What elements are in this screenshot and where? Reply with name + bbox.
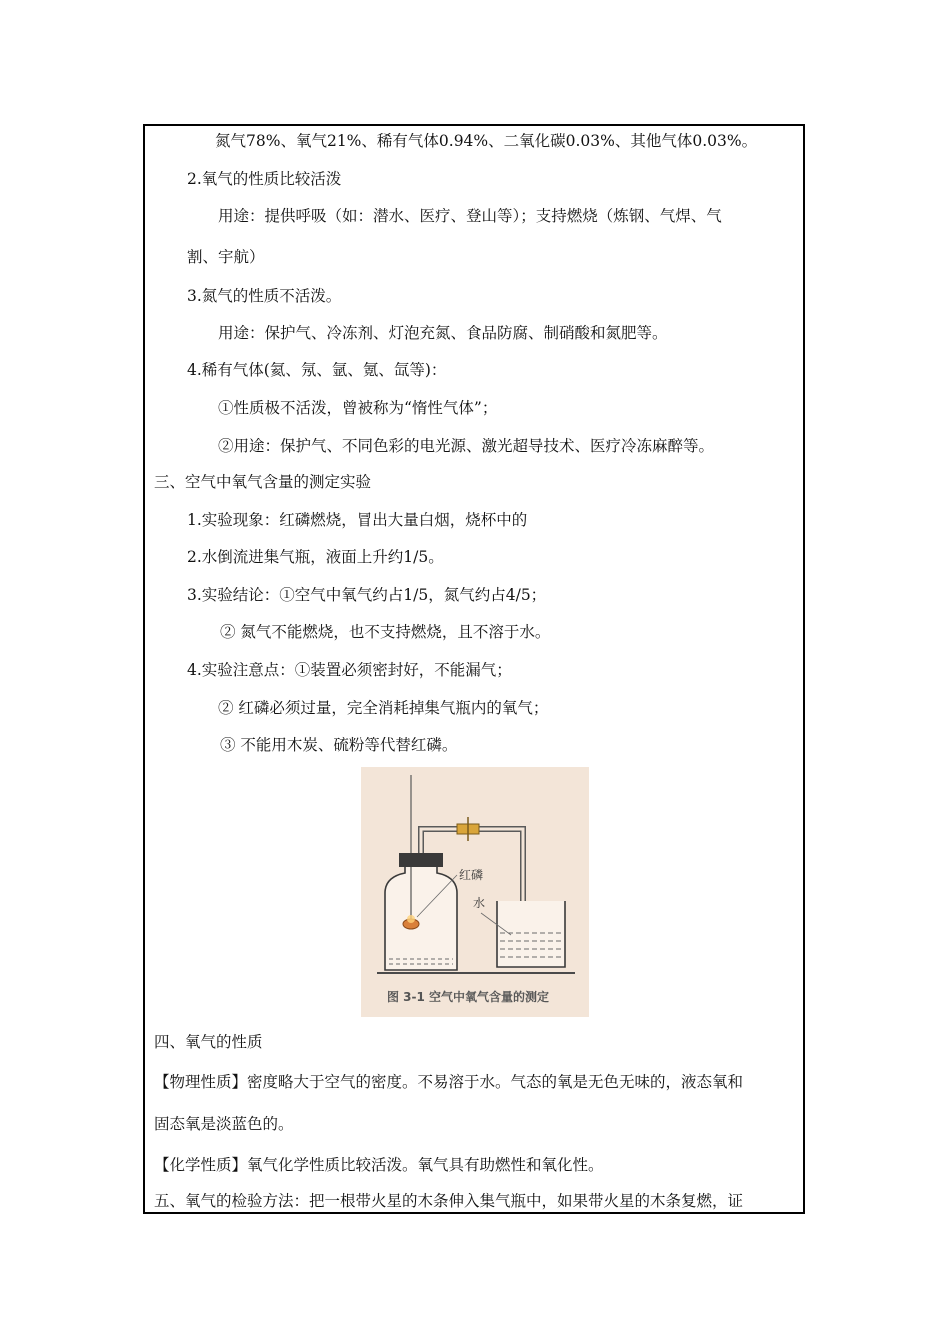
experiment-figure xyxy=(361,767,589,1017)
text-line-nitrogen-inactive: 3.氮气的性质不活泼。 xyxy=(187,287,342,305)
text-line-oxygen-uses-cont: 割、宇航） xyxy=(187,248,265,266)
text-line-phenomenon: 1.实验现象：红磷燃烧，冒出大量白烟，烧杯中的 xyxy=(187,511,528,529)
text-line-nitrogen-uses: 用途：保护气、冷冻剂、灯泡充氮、食品防腐、制硝酸和氮肥等。 xyxy=(218,324,668,342)
label-phosphorus: 红磷 xyxy=(459,868,484,882)
text-line-oxygen-uses: 用途：提供呼吸（如：潜水、医疗、登山等）；支持燃烧（炼钢、气焊、气 xyxy=(218,207,722,225)
text-line-noble-uses: ②用途：保护气、不同色彩的电光源、激光超导技术、医疗冷冻麻醉等。 xyxy=(218,437,715,455)
section-heading-oxygen-properties: 四、氧气的性质 xyxy=(154,1033,263,1051)
text-line-noble-gases: 4.稀有气体(氦、氖、氩、氪、氙等)： xyxy=(187,361,447,379)
text-line-physical-properties-cont: 固态氧是淡蓝色的。 xyxy=(154,1115,294,1133)
text-line-physical-properties: 【物理性质】密度略大于空气的密度。不易溶于水。气态的氧是无色无味的，液态氧和 xyxy=(154,1073,744,1091)
section-heading-oxygen-test: 五、氧气的检验方法：把一根带火星的木条伸入集气瓶中，如果带火星的木条复燃，证 xyxy=(154,1192,744,1210)
text-line-notes-2: ② 红磷必须过量，完全消耗掉集气瓶内的氧气； xyxy=(218,699,549,717)
text-line-conclusion-2: ② 氮气不能燃烧，也不支持燃烧，且不溶于水。 xyxy=(220,623,551,641)
text-line-oxygen-active: 2.氧气的性质比较活泼 xyxy=(187,170,342,188)
label-water: 水 xyxy=(473,896,486,910)
text-line-noble-property: ①性质极不活泼，曾被称为“惰性气体”； xyxy=(218,399,498,417)
figure-caption: 图 3-1 空气中氧气含量的测定 xyxy=(387,990,550,1004)
section-heading-experiment: 三、空气中氧气含量的测定实验 xyxy=(154,473,372,491)
text-line-notes-3: ③ 不能用木炭、硫粉等代替红磷。 xyxy=(220,736,458,754)
text-line-chemical-properties: 【化学性质】氧气化学性质比较活泼。氧气具有助燃性和氧化性。 xyxy=(154,1156,604,1174)
text-line-water-rise: 2.水倒流进集气瓶，液面上升约1/5。 xyxy=(187,548,444,566)
text-line-air-composition: 氮气78%、氧气21%、稀有气体0.94%、二氧化碳0.03%、其他气体0.03%。 xyxy=(215,132,758,150)
text-line-conclusion: 3.实验结论：①空气中氧气约占1/5，氮气约占4/5； xyxy=(187,586,547,604)
text-line-notes: 4.实验注意点：①装置必须密封好，不能漏气； xyxy=(187,661,512,679)
